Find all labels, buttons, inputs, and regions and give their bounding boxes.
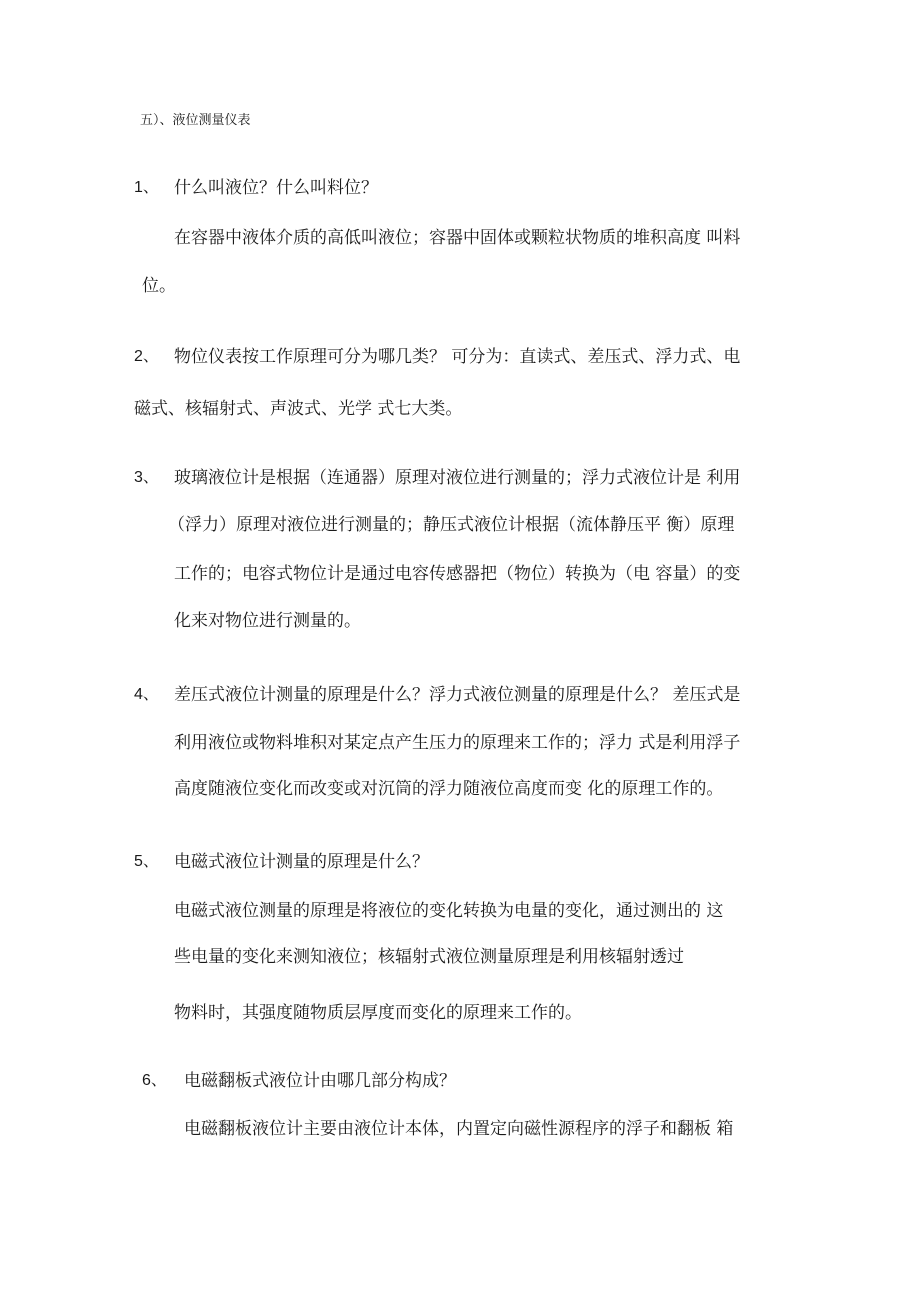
answer-text: 物料时，其强度随物质层厚度而变化的原理来工作的。 [174,1003,582,1023]
item-number: 3、 [134,469,159,486]
answer-text: 玻璃液位计是根据（连通器）原理对液位进行测量的；浮力式液位计是 利用 [174,468,741,488]
question-text: 差压式液位计测量的原理是什么？浮力式液位测量的原理是什么？ 差压式是 [174,685,741,705]
answer-text: 电磁翻板液位计主要由液位计本体，内置定向磁性源程序的浮子和翻板 箱 [184,1119,734,1139]
answer-text: 电磁式液位测量的原理是将液位的变化转换为电量的变化，通过测出的 这 [174,901,724,921]
section-heading: 五）、液位测量仪表 [140,113,251,128]
answer-text: 磁式、核辐射式、声波式、光学 式七大类。 [134,399,463,419]
question-text: 什么叫液位？什么叫料位？ [174,178,378,198]
item-number: 5、 [134,853,159,870]
answer-text: 位。 [142,276,176,296]
question-text: 物位仪表按工作原理可分为哪几类？ 可分为：直读式、差压式、浮力式、电 [174,347,741,367]
answer-text: 工作的；电容式物位计是通过电容传感器把（物位）转换为（电 容量）的变 [174,564,741,584]
answer-text: 化来对物位进行测量的。 [174,611,361,631]
item-number: 4、 [134,686,159,703]
question-text: 电磁翻板式液位计由哪几部分构成？ [184,1071,456,1091]
answer-text: 高度随液位变化而改变或对沉筒的浮力随液位高度而变 化的原理工作的。 [174,779,724,799]
answer-text: 些电量的变化来测知液位；核辐射式液位测量原理是利用核辐射透过 [174,947,684,967]
item-number: 6、 [142,1072,167,1089]
answer-text: 在容器中液体介质的高低叫液位；容器中固体或颗粒状物质的堆积高度 叫料 [174,228,741,248]
item-number: 1、 [134,179,159,196]
question-text: 电磁式液位计测量的原理是什么？ [174,852,429,872]
item-number: 2、 [134,348,159,365]
answer-text: 利用液位或物料堆积对某定点产生压力的原理来工作的；浮力 式是利用浮子 [174,733,741,753]
answer-text: （浮力）原理对液位进行测量的；静压式液位计根据（流体静压平 衡）原理 [168,515,735,535]
